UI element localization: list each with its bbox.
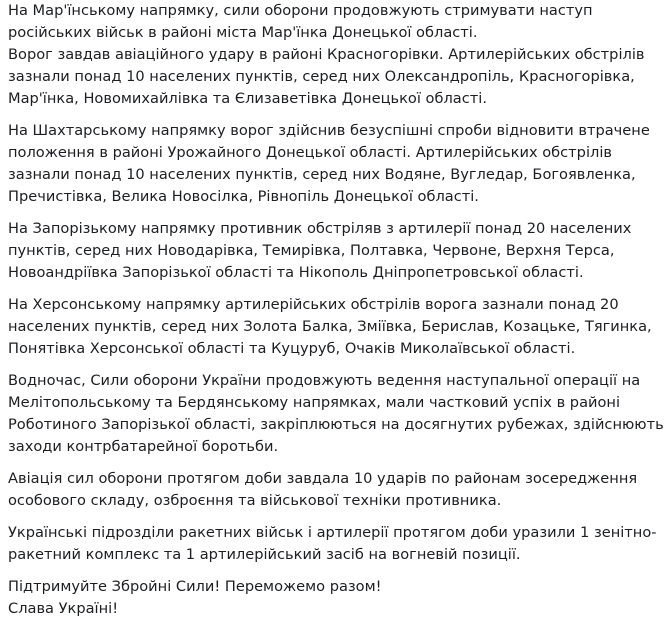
paragraph-zaporizhzhia-direction: На Запорізькому напрямку противник обстріляв з артилерії понад 20 населених пунктів, серед них Новодарівка, Темирівка, Полтавка, Червоне, Верхня Терса, Новоандріївка Запорізької області та Нікополь Дніпропетровської області. [8,220,632,281]
paragraph-offensive-operation: Водночас, Сили оборони України продовжують ведення наступальної операції на Мелітопольському та Бердянському напрямках, мали частковий успіх в районі Роботиного Запорізької області, закріплюються на досягнутих рубежах, здійснюють заходи контрбатарейної боротьби. [8,372,664,455]
paragraph-shakhtarske-direction: На Шахтарському напрямку ворог здійснив безуспішні спроби відновити втрачене положення в районі Урожайного Донецької області. Артилерійських обстрілів зазнали понад 10 населених пунктів, серед них Водяне, Вугледар, Богоявленка, Пречистівка, Велика Новосілка, Рівнопіль Донецької області. [8,122,650,205]
paragraph-kherson-direction: На Херсонському напрямку артилерійських обстрілів ворога зазнали понад 20 населених пунктів, серед них Золота Балка, Зміївка, Берислав, Козацьке, Тягинка, Понятівка Херсонської області та Куцуруб, Очаків Миколаївської області. [8,296,652,357]
paragraph-marinka-direction: На Мар'їнському напрямку, сили оборони продовжують стримувати наступ російських військ в районі міста Мар'їнка Донецької області. Ворог завдав авіаційного удару в районі Красногорівки. Артилерійських обстрілів зазнали понад 10 населених пунктів, серед них Олександропіль, Красногорівка, Мар'їнка, Новомихайлівка та Єлизаветівка Донецької області. [8,2,645,107]
post-text [8,0,664,620]
paragraph-aviation: Авіація сил оборони протягом доби завдала 10 ударів по районам зосередження особового складу, озброєння та військової техніки противника. [8,470,638,509]
paragraph-closing: Підтримуйте Збройні Сили! Переможемо разом! Слава Україні! [8,578,382,617]
paragraph-missile-artillery: Українські підрозділи ракетних військ і артилерії протягом доби уразили 1 зенітно-ракетний комплекс та 1 артилерійський засіб на вогневій позиції. [8,524,657,563]
